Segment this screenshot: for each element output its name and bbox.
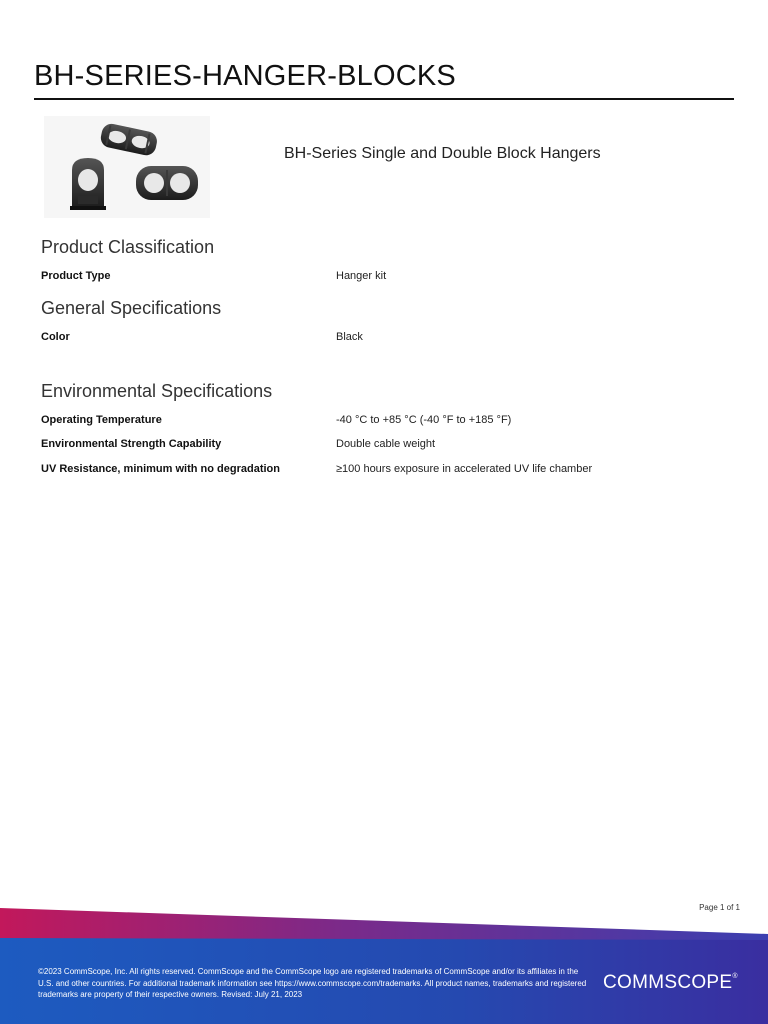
page-number: Page 1 of 1 <box>699 903 740 912</box>
spec-value-operating-temperature: -40 °C to +85 °C (-40 °F to +185 °F) <box>336 414 512 426</box>
commscope-logo <box>603 972 738 994</box>
spec-label-color: Color <box>41 331 70 343</box>
section-title-environmental: Environmental Specifications <box>41 381 273 401</box>
footer-legal-text: ©2023 CommScope, Inc. All rights reserved. CommScope and the CommScope logo are registered trademarks of CommScope and/or its affiliates in the U.S. and other countries. For additional trademark information see https://www.commscope.com/trademarks. All product names, trademarks and registered trademarks are property of their respective owners. Revised: July 21, 2023 <box>38 967 587 999</box>
spec-value-color: Black <box>336 331 363 343</box>
spec-value-product-type: Hanger kit <box>336 270 387 282</box>
footer-gradient-band <box>0 900 768 1024</box>
section-title-general: General Specifications <box>41 298 222 318</box>
registered-mark: ® <box>732 973 738 980</box>
title-divider <box>34 98 734 100</box>
spec-value-strength-capability: Double cable weight <box>336 438 436 450</box>
spec-label-uv-resistance: UV Resistance, minimum with no degradation <box>41 463 280 475</box>
section-title-classification: Product Classification <box>41 237 215 257</box>
product-description: BH-Series Single and Double Block Hangers <box>284 145 601 162</box>
hanger-blocks-photo <box>44 116 210 218</box>
logo-text: COMMSCOPE <box>603 972 733 993</box>
spec-label-product-type: Product Type <box>41 270 111 282</box>
spec-value-uv-resistance: ≥100 hours exposure in accelerated UV life chamber <box>336 463 593 475</box>
spec-label-strength-capability: Environmental Strength Capability <box>41 438 222 450</box>
spec-label-operating-temperature: Operating Temperature <box>41 414 162 426</box>
page-title: BH-SERIES-HANGER-BLOCKS <box>34 60 456 92</box>
